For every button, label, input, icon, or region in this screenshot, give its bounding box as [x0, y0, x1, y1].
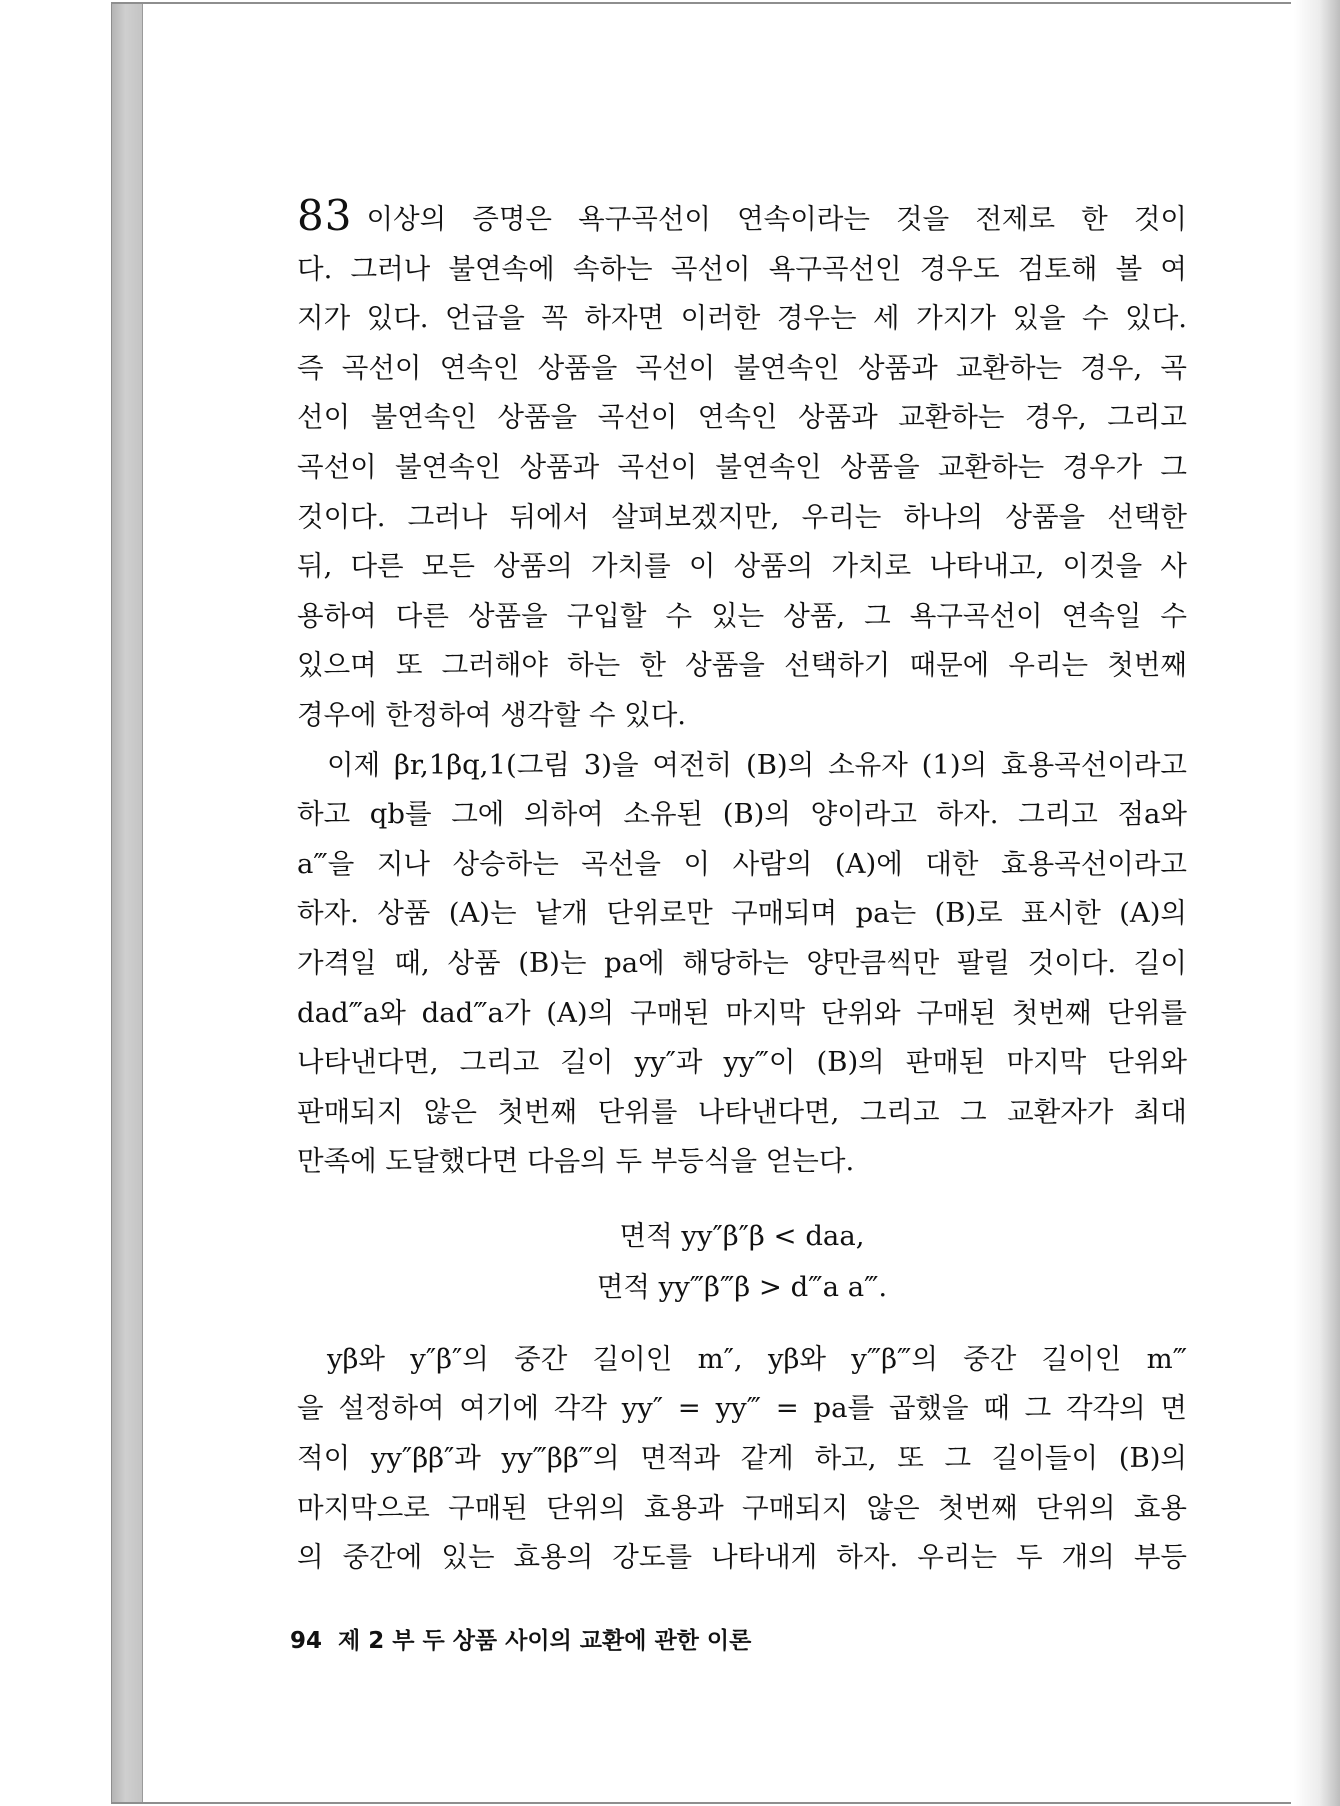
text-line: 만족에 도달했다면 다음의 두 부등식을 얻는다. — [297, 1145, 855, 1178]
text-line: 가격일 때, 상품 (B)는 pa에 해당하는 양만큼씩만 팔릴 것이다. 길이 — [297, 946, 1187, 979]
text-line: 적이 yy″ββ″과 yy‴ββ‴의 면적과 같게 하고, 또 그 길이들이 (B)의 — [297, 1442, 1187, 1475]
text-line: 을 설정하여 여기에 각각 yy″ = yy‴ = pa를 곱했을 때 그 각각의 면 — [297, 1392, 1187, 1425]
page-shadow — [1294, 0, 1340, 1806]
section-number: 83 — [297, 191, 353, 240]
book-spine-edge — [111, 4, 143, 1802]
paragraph-intermediate-length — [297, 1335, 1187, 1583]
text-line: 의 중간에 있는 효용의 강도를 나타내게 하자. 우리는 두 개의 부등 — [297, 1541, 1187, 1574]
text-line: 곡선이 불연속인 상품과 곡선이 불연속인 상품을 교환하는 경우가 그 — [297, 450, 1187, 483]
inequality-1: 면적 yy″β″β < daa, — [619, 1219, 865, 1252]
page-number: 94 — [290, 1628, 323, 1654]
running-title: 제 2 부 두 상품 사이의 교환에 관한 이론 — [338, 1628, 752, 1654]
text-line: 것이다. 그러나 뒤에서 살펴보겠지만, 우리는 하나의 상품을 선택한 — [297, 500, 1187, 533]
text-line: 즉 곡선이 연속인 상품을 곡선이 불연속인 상품과 교환하는 경우, 곡 — [297, 351, 1187, 384]
page-footer — [290, 1622, 751, 1655]
text-line: 판매되지 않은 첫번째 단위를 나타낸다면, 그리고 그 교환자가 최대 — [297, 1095, 1187, 1128]
inequalities — [297, 1211, 1187, 1313]
text-line: 경우에 한정하여 생각할 수 있다. — [297, 698, 687, 731]
text-line: 뒤, 다른 모든 상품의 가치를 이 상품의 가치로 나타내고, 이것을 사 — [297, 550, 1187, 583]
text-line: 다. 그러나 불연속에 속하는 곡선이 욕구곡선인 경우도 검토해 볼 여 — [297, 252, 1187, 285]
text-line: 있으며 또 그러해야 하는 한 상품을 선택하기 때문에 우리는 첫번째 — [297, 649, 1187, 682]
paragraph-utility-curve — [297, 741, 1187, 1187]
book-edge-bottom — [111, 1802, 1291, 1804]
text-line: 용하여 다른 상품을 구입할 수 있는 상품, 그 욕구곡선이 연속일 수 — [297, 599, 1187, 632]
text-line: 이제 βr,1βq,1(그림 3)을 여전히 (B)의 소유자 (1)의 효용곡선이라고 — [327, 748, 1187, 781]
text-line: 지가 있다. 언급을 꼭 하자면 이러한 경우는 세 가지가 있을 수 있다. — [297, 302, 1187, 335]
inequality-2: 면적 yy‴β‴β > d‴a a‴. — [596, 1270, 888, 1303]
text-line: yβ와 y″β″의 중간 길이인 m″, yβ와 y‴β‴의 중간 길이인 m‴ — [327, 1342, 1187, 1375]
text-line: 선이 불연속인 상품을 곡선이 연속인 상품과 교환하는 경우, 그리고 — [297, 401, 1187, 434]
text-line: 하고 qb를 그에 의하여 소유된 (B)의 양이라고 하자. 그리고 점a와 — [297, 798, 1187, 831]
text-line: a‴을 지나 상승하는 곡선을 이 사람의 (A)에 대한 효용곡선이라고 — [297, 847, 1187, 880]
page-body — [297, 191, 1187, 1583]
text-line: 83 이상의 증명은 욕구곡선이 연속이라는 것을 전제로 한 것이 — [297, 191, 1187, 240]
section-83 — [297, 191, 1187, 741]
text-line: 마지막으로 구매된 단위의 효용과 구매되지 않은 첫번째 단위의 효용 — [297, 1491, 1187, 1524]
book-edge-top — [111, 2, 1291, 4]
text-line: dad‴a와 dad‴a가 (A)의 구매된 마지막 단위와 구매된 첫번째 단위를 — [297, 996, 1187, 1029]
text-line: 하자. 상품 (A)는 낱개 단위로만 구매되며 pa는 (B)로 표시한 (A)의 — [297, 897, 1187, 930]
text-line: 나타낸다면, 그리고 길이 yy″과 yy‴이 (B)의 판매된 마지막 단위와 — [297, 1046, 1187, 1079]
